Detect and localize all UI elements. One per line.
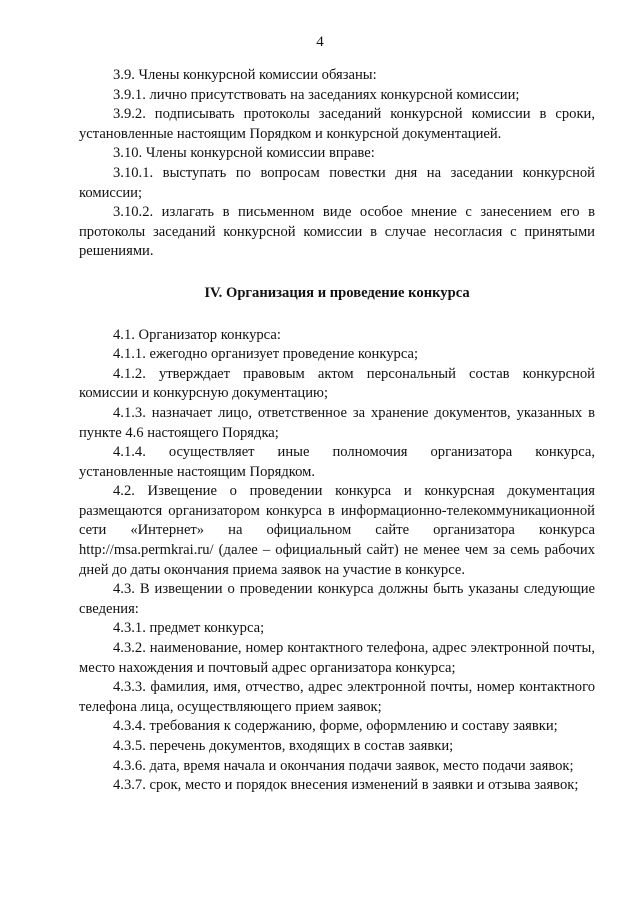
paragraph-4-3-5: 4.3.5. перечень документов, входящих в состав заявки; — [113, 738, 454, 754]
paragraph-4-3: 4.3. В извещении о проведении конкурса должны быть указаны следующие сведения: — [79, 581, 595, 617]
paragraph-3-9: 3.9. Члены конкурсной комиссии обязаны: — [113, 67, 377, 83]
paragraph-3-10-2: 3.10.2. излагать в письменном виде особое мнение с занесением его в протоколы заседаний конкурсной комиссии в случае несогласия с принятыми решениями. — [79, 204, 595, 260]
paragraph-3-9-1: 3.9.1. лично присутствовать на заседаниях конкурсной комиссии; — [113, 86, 520, 103]
paragraph-3-10-1: 3.10.1. выступать по вопросам повестки дня на заседании конкурсной комиссии; — [79, 164, 595, 201]
page-number: 4 — [316, 34, 324, 50]
paragraph-4-1-4: 4.1.4. осуществляет иные полномочия организатора конкурса, установленные настоящим Порядком. — [79, 444, 595, 480]
paragraph-4-1-1: 4.1.1. ежегодно организует проведение конкурса; — [113, 346, 419, 363]
paragraph-4-3-7: 4.3.7. срок, место и порядок внесения изменений в заявки и отзыва заявок; — [113, 777, 579, 794]
section-heading: IV. Организация и проведение конкурса — [204, 284, 470, 301]
paragraph-4-3-2: 4.3.2. наименование, номер контактного телефона, адрес электронной почты, место нахождения и почтовый адрес организатора конкурса; — [79, 640, 595, 676]
paragraph-4-3-1: 4.3.1. предмет конкурса; — [113, 620, 265, 637]
paragraph-4-3-6: 4.3.6. дата, время начала и окончания подачи заявок, место подачи заявок; — [113, 757, 574, 774]
paragraph-4-2: 4.2. Извещение о проведении конкурса и конкурсная документация размещаются организатором конкурса в информационно-телекоммуникационной сети «Интернет» на официальном сайте организатора конкурса http://msa.permkrai.ru/ (далее – официальный сайт) не менее чем за семь рабочих дней до даты окончания приема заявок на участие в конкурсе. — [79, 483, 595, 578]
document-body — [79, 66, 595, 796]
paragraph-4-1-2: 4.1.2. утверждает правовым актом персональный состав конкурсной комиссии и конкурсную документацию; — [79, 365, 595, 402]
paragraph-3-10: 3.10. Члены конкурсной комиссии вправе: — [113, 145, 375, 162]
paragraph-4-1: 4.1. Организатор конкурса: — [113, 326, 281, 343]
paragraph-4-3-4: 4.3.4. требования к содержанию, форме, оформлению и составу заявки; — [113, 718, 558, 735]
paragraph-4-1-3: 4.1.3. назначает лицо, ответственное за хранение документов, указанных в пункте 4.6 настоящего Порядка; — [79, 404, 595, 441]
paragraph-3-9-2: 3.9.2. подписывать протоколы заседаний конкурсной комиссии в сроки, установленные настоящим Порядком и конкурсной документацией. — [79, 106, 595, 142]
paragraph-4-3-3: 4.3.3. фамилия, имя, отчество, адрес электронной почты, номер контактного телефона лица, осуществляющего прием заявок; — [79, 679, 595, 715]
